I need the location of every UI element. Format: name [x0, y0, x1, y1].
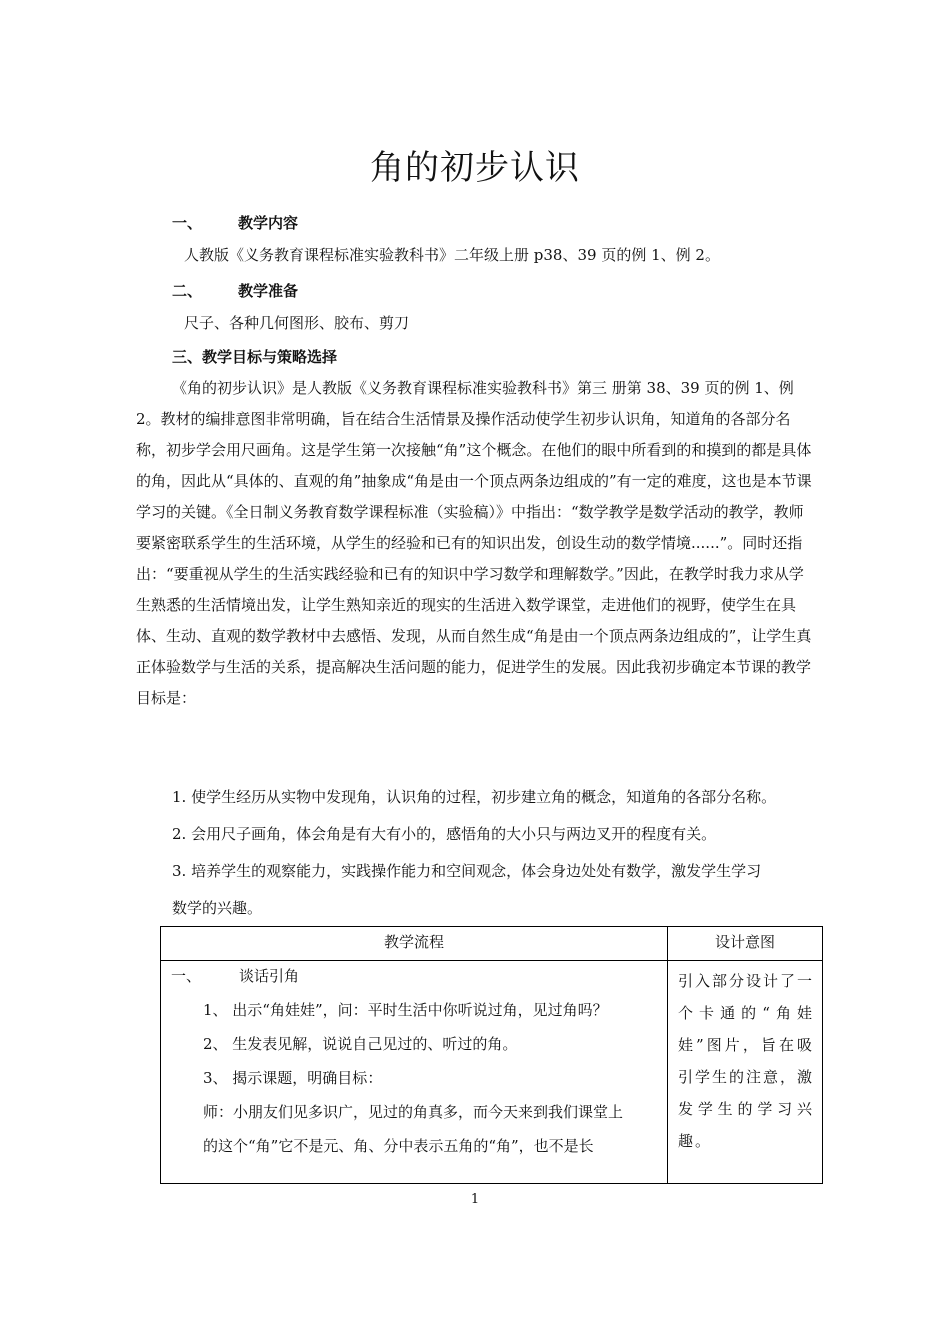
goal-2: 2. 会用尺子画角，体会角是有大有小的，感悟角的大小只与两边叉开的程度有关。 — [172, 825, 717, 843]
section-3-heading: 三、教学目标与策略选择 — [172, 348, 338, 366]
flow-cell — [161, 961, 668, 1184]
step-title: 谈话引角 — [239, 967, 300, 985]
flow-line-4: 师：小朋友们见多识广，见过的角真多，而今天来到我们课堂上 — [203, 1103, 624, 1121]
flow-line-1: 1、 出示“角娃娃”，问：平时生活中你听说过角，见过角吗？ — [203, 1001, 608, 1019]
goal-3-cont: 数学的兴趣。 — [172, 899, 263, 917]
section-2-heading — [172, 280, 298, 301]
section-1-heading — [172, 212, 298, 233]
section-3-paragraph: 《角的初步认识》是人教版《义务教育课程标准实验教科书》第三 册第 38、39 页的例 1、例 2。教材的编排意图非常明确，旨在结合生活情景及操作活动使学生初步认识角，知道角的各部分名称，初步学会用尺画角。这是学生第一次接触“角”这个概念。在他们的眼中所看到的和摸到的都是具体的角，因此从“具体的、直观的角”抽象成“角是由一个顶点两条边组成的”有一定的难度，这也是本节课学习的关键。《全日制义务教育数学课程标准（实验稿）》中指出：“数学教学是数学活动的教学，教师要紧密联系学生的生活环境，从学生的经验和已有的知识出发，创设生动的数学情境......”。同时还指出：“要重视从学生的生活实践经验和已有的知识中学习数学和理解数学。”因此，在教学时我力求从学生熟悉的生活情境出发，让学生熟知亲近的现实的生活进入数学课堂，走进他们的视野，使学生在具体、生动、直观的数学教材中去感悟、发现，从而自然生成“角是由一个顶点两条边组成的”，让学生真正体验数学与生活的关系，提高解决生活问题的能力，促进学生的发展。因此我初步确定本节课的教学目标是： — [136, 379, 812, 707]
flow-line-2: 2、 生发表见解，说说自己见过的、听过的角。 — [203, 1035, 518, 1053]
header-design-intent: 设计意图 — [668, 927, 823, 961]
flow-line-5: 的这个“角”它不是元、角、分中表示五角的“角”，也不是长 — [203, 1137, 594, 1155]
section-2-title: 教学准备 — [238, 282, 299, 300]
page-number: 1 — [470, 1192, 480, 1207]
flow-line-3: 3、 揭示课题，明确目标： — [203, 1069, 383, 1087]
header-teaching-flow: 教学流程 — [161, 927, 668, 961]
lesson-flow-table — [160, 926, 823, 1184]
goal-3: 3. 培养学生的观察能力，实践操作能力和空间观念，体会身边处处有数学，激发学生学习 — [172, 862, 762, 880]
section-1-title: 教学内容 — [238, 214, 299, 232]
section-1-text: 人教版《义务教育课程标准实验教科书》二年级上册 p38、39 页的例 1、例 2。 — [184, 246, 720, 264]
section-2-number: 二、 — [172, 282, 203, 300]
goal-1: 1. 使学生经历从实物中发现角，认识角的过程，初步建立角的概念，知道角的各部分名称。 — [172, 788, 777, 806]
step-number: 一、 — [171, 967, 202, 985]
section-1-number: 一、 — [172, 214, 203, 232]
intent-cell: 引入部分设计了一个卡通的“角娃娃”图片，旨在吸引学生的注意，激发学生的学习兴趣。 — [668, 961, 823, 1184]
section-2-text: 尺子、各种几何图形、胶布、剪刀 — [184, 314, 410, 332]
doc-title: 角的初步认识 — [370, 148, 580, 188]
